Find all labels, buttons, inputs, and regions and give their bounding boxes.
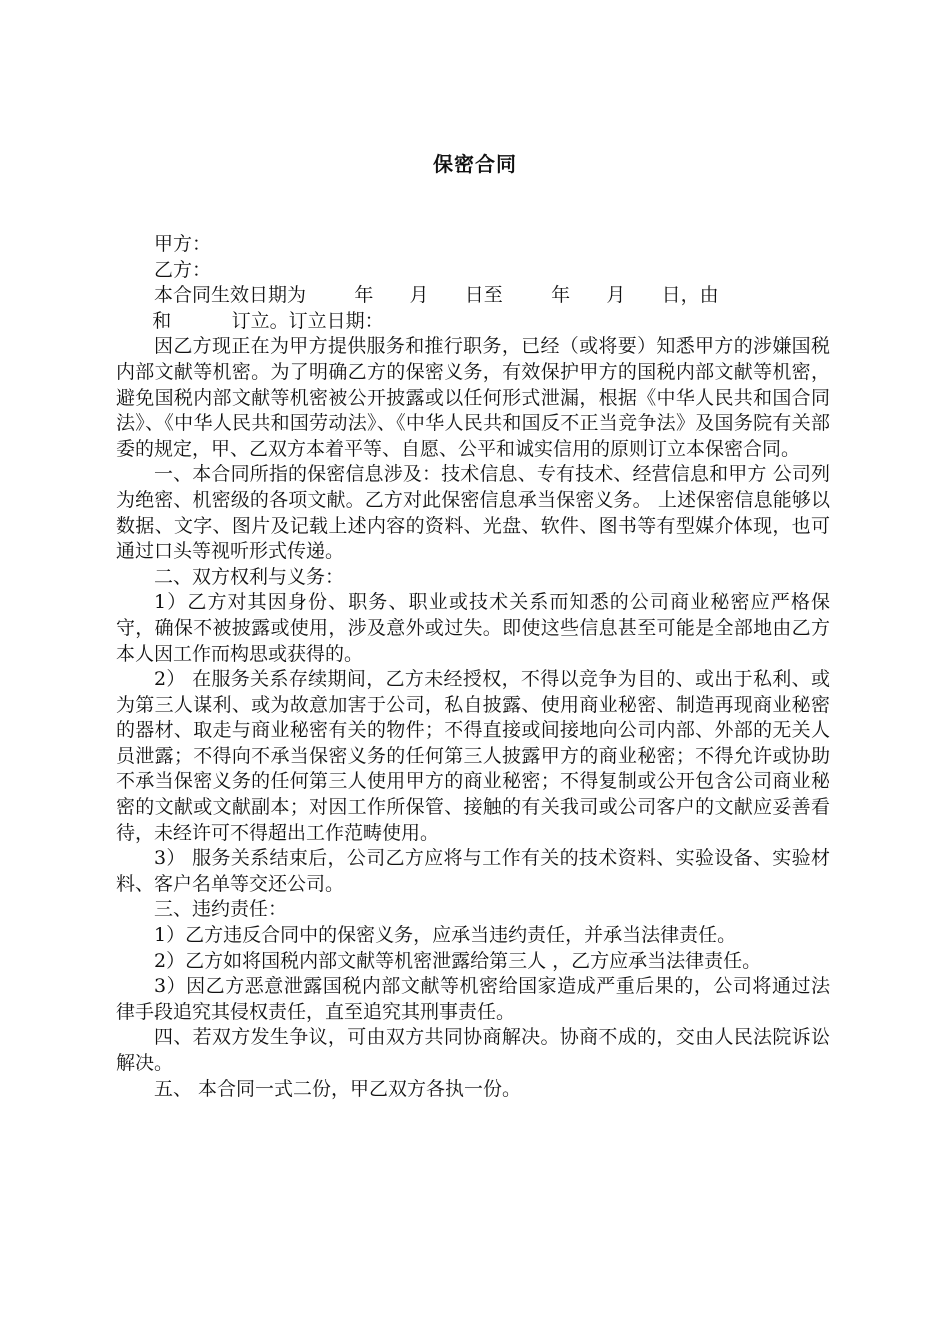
- section-2-heading: 二、双方权利与义务：: [154, 565, 345, 588]
- section-3-item-2: 2）乙方如将国税内部文献等机密泄露给第三人 ，乙方应承当法律责任。: [154, 949, 762, 972]
- party-b-line: 乙方：: [154, 258, 212, 281]
- section-3-heading: 三、违约责任：: [154, 898, 288, 921]
- document-title: 保密合同: [433, 152, 517, 176]
- section-5-paragraph: 五、 本合同一式二份，甲乙双方各执一份。: [154, 1077, 522, 1100]
- section-2-item-2: 2） 在服务关系存续期间，乙方未经授权，不得以竞争为目的、或出于私利、或为第三人谋利、或为故意加害于公司，私自披露、使用商业秘密、制造再现商业秘密的器材、取走与商业秘密有关的物件；不得直接或间接地向公司内部、外部的无关人员泄露；不得向不承当保密义务的任何第三人披露甲方的商业秘密；不得允许或协助不承当保密义务的任何第三人使用甲方的商业秘密；不得复制或公开包含公司商业秘密的文献或文献副本；对因工作所保管、接触的有关我司或公司客户的文献应妥善看待，未经许可不得超出工作范畴使用。: [116, 668, 830, 844]
- section-3-item-3: 3）因乙方恶意泄露国税内部文献等机密给国家造成严重后果的，公司将通过法律手段追究其侵权责任，直至追究其刑事责任。: [116, 975, 830, 1023]
- section-2-item-1: 1）乙方对其因身份、职务、职业或技术关系而知悉的公司商业秘密应严格保守，确保不被披露或使用，涉及意外或过失。即使这些信息甚至可能是全部地由乙方本人因工作而构思或获得的。: [116, 591, 830, 665]
- party-a-line: 甲方：: [154, 233, 212, 255]
- preamble-paragraph: 因乙方现正在为甲方提供服务和推行职务，已经（或将要）知悉甲方的涉嫌国税内部文献等机密。为了明确乙方的保密义务，有效保护甲方的国税内部文献等机密，避免国税内部文献等机密被公开披露或以任何形式泄漏，根据《中华人民共和国合同法》、《中华人民共和国劳动法》、《中华人民共和国反不正当竞争法》及国务院有关部委的规定，甲、乙双方本着平等、自愿、公平和诚实信用的原则订立本保密合同。: [116, 335, 830, 460]
- section-4-paragraph: 四、若双方发生争议，可由双方共同协商解决。协商不成的，交由人民法院诉讼解决。: [116, 1026, 830, 1074]
- effective-date-line: 本合同生效日期为 年 月 日至 年 月 日，由 和 订立。订立日期：: [152, 284, 719, 332]
- section-3-item-1: 1）乙方违反合同中的保密义务，应承当违约责任，并承当法律责任。: [154, 924, 737, 947]
- section-2-item-3: 3） 服务关系结束后，公司乙方应将与工作有关的技术资料、实验设备、实验材料、客户名单等交还公司。: [116, 847, 830, 895]
- document-body: [116, 232, 830, 1102]
- section-1-paragraph: 一、本合同所指的保密信息涉及：技术信息、专有技术、经营信息和甲方 公司列为绝密、机密级的各项文献。乙方对此保密信息承当保密义务。 上述保密信息能够以数据、文字、图片及记载上述内容的资料、光盘、软件、图书等有型媒介体现，也可通过口头等视听形式传递。: [116, 463, 830, 563]
